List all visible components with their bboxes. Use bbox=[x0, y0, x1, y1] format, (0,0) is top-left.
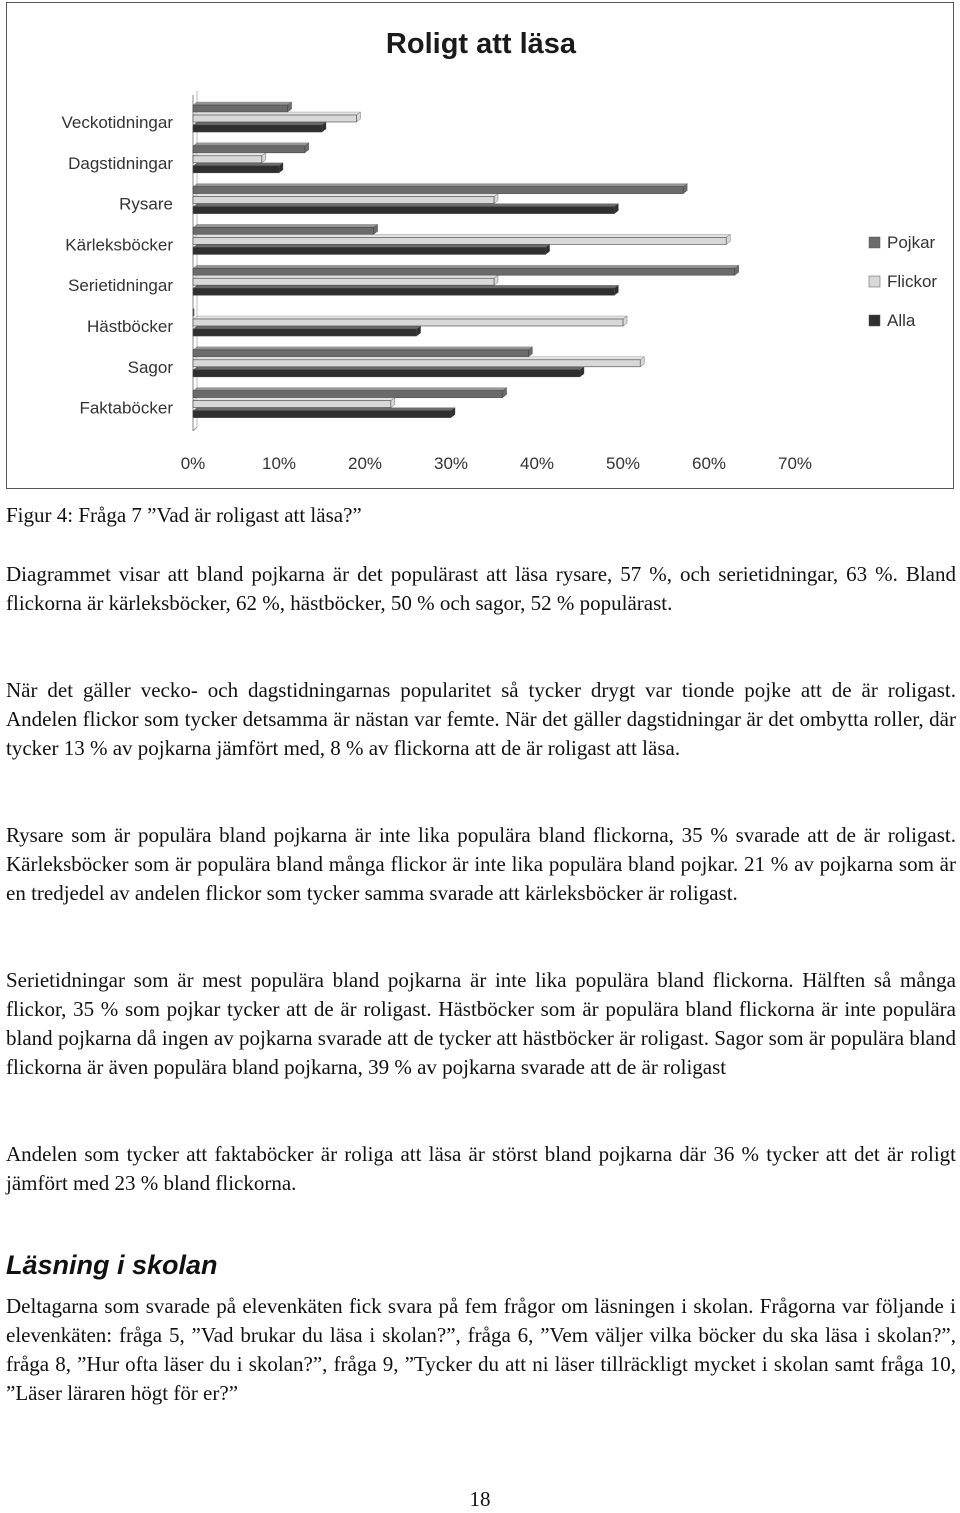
x-tick-label: 20% bbox=[347, 454, 383, 473]
bar-top bbox=[193, 194, 498, 197]
category-label: Hästböcker bbox=[87, 317, 173, 336]
bar-flickor bbox=[193, 156, 262, 163]
bar-alla bbox=[193, 166, 279, 173]
bar-alla bbox=[193, 247, 546, 254]
bar-top bbox=[193, 408, 455, 411]
legend-label: Alla bbox=[887, 311, 916, 330]
bar-alla bbox=[193, 370, 580, 377]
bar-pojkar bbox=[193, 146, 305, 153]
x-tick-label: 30% bbox=[433, 454, 469, 473]
bar-top bbox=[193, 184, 687, 187]
bar-top bbox=[193, 224, 378, 227]
bar-pojkar bbox=[193, 309, 194, 316]
bar-flickor bbox=[193, 360, 640, 367]
page-number: 18 bbox=[469, 1487, 491, 1511]
category-label: Kärleksböcker bbox=[65, 235, 173, 255]
paragraph-2: När det gäller vecko- och dagstidningarnas popularitet så tycker drygt var tionde pojke att de är roligast. Andelen flickor som tycker detsamma är nästan var femte. När det gäller dagstidningar är det ombytta roller, där tycker 13 % av pojkarna jämfört med, 8 % av flickorna att de är roligast att läsa. bbox=[6, 678, 956, 760]
bar-flickor bbox=[193, 278, 494, 285]
paragraph-1: Diagrammet visar att bland pojkarna är det populärast att läsa rysare, 57 %, och serietidningar, 63 %. Bland flickorna är kärleksböcker, 62 %, hästböcker, 50 % och sagor, 52 % populärast. bbox=[6, 562, 956, 615]
x-tick-label: 10% bbox=[261, 454, 297, 473]
legend-swatch bbox=[869, 315, 880, 326]
bar-top bbox=[193, 398, 395, 401]
bar-flickor bbox=[193, 115, 356, 122]
x-tick-label: 60% bbox=[691, 454, 727, 473]
paragraph-6: Deltagarna som svarade på elevenkäten fick svara på fem frågor om läsningen i skolan. Frågorna var följande i elevenkäten: fråga 5, ”Vad brukar du läsa i skolan?”, fråga 6, ”Vem väljer vilka böcker du ska läsa i skolan?”, fråga 8, ”Hur ofta läser du i skolan?”, fråga 9, ”Tycker du att ni läser tillräckligt mycket i skolan samt fråga 10, ”Läser läraren högt för er?” bbox=[6, 1294, 956, 1405]
legend-swatch bbox=[869, 276, 880, 287]
bar-top bbox=[193, 275, 498, 278]
bar-top bbox=[193, 143, 309, 146]
bar-pojkar bbox=[193, 350, 528, 357]
bar-alla bbox=[193, 288, 614, 295]
bar-top bbox=[193, 367, 584, 370]
bar-alla bbox=[193, 207, 614, 214]
bar-chart bbox=[7, 3, 955, 490]
bar-top bbox=[193, 347, 532, 350]
bar-pojkar bbox=[193, 227, 374, 234]
category-label: Dagstidningar bbox=[68, 153, 173, 173]
axis-floor bbox=[193, 427, 197, 431]
bar-flickor bbox=[193, 237, 726, 244]
category-label: Rysare bbox=[119, 194, 173, 214]
bar-pojkar bbox=[193, 105, 288, 112]
bar-alla bbox=[193, 329, 417, 336]
bar-pojkar bbox=[193, 391, 503, 398]
x-tick-label: 70% bbox=[777, 454, 813, 473]
paragraph-3: Rysare som är populära bland pojkarna är inte lika populära bland flickorna, 35 % svarade att de är roligast. Kärleksböcker som är populära bland många flickor är inte lika populära bland pojkar. 21 % av pojkarna som är en tredjedel av andelen flickor som tycker samma svarade att kärleksböcker är roligast. bbox=[6, 823, 956, 905]
paragraph-4: Serietidningar som är mest populära bland pojkarna är inte lika populära bland flickorna. Hälften så många flickor, 35 % som pojkar tycker att de är roligast. Hästböcker som är populära bland flickorna är inte populära bland pojkarna då ingen av pojkarna svarade att de tycker att hästböcker är roligast. Sagor som är populära bland flickorna är även populära bland pojkarna, 39 % av pojkarna svarade att de är roligast bbox=[6, 968, 956, 1079]
category-label: Sagor bbox=[127, 357, 173, 377]
category-label: Veckotidningar bbox=[61, 113, 173, 132]
bar-top bbox=[193, 326, 421, 329]
legend-label: Flickor bbox=[887, 272, 938, 291]
bar-top bbox=[193, 204, 618, 207]
category-label: Serietidningar bbox=[68, 276, 173, 296]
bar-alla bbox=[193, 125, 322, 132]
bar-top bbox=[193, 163, 283, 166]
bar-top bbox=[193, 265, 739, 268]
bar-top bbox=[193, 234, 730, 237]
bar-top bbox=[193, 357, 644, 360]
x-tick-label: 50% bbox=[605, 454, 641, 473]
bar-top bbox=[193, 316, 627, 319]
bar-top bbox=[193, 102, 292, 105]
bar-top bbox=[193, 112, 360, 115]
paragraph-5: Andelen som tycker att faktaböcker är roliga att läsa är störst bland pojkarna där 36 % tycker att det är roligt jämfört med 23 % bland flickorna. bbox=[6, 1142, 956, 1195]
bar-top bbox=[193, 388, 507, 391]
bar-pojkar bbox=[193, 187, 683, 194]
bar-top bbox=[193, 285, 618, 288]
legend-label: Pojkar bbox=[887, 233, 936, 252]
x-tick-label: 40% bbox=[519, 454, 555, 473]
bar-flickor bbox=[193, 319, 623, 326]
chart-title: Roligt att läsa bbox=[385, 28, 577, 60]
bar-top bbox=[193, 153, 266, 156]
bar-pojkar bbox=[193, 268, 735, 275]
bar-top bbox=[193, 244, 550, 247]
bar-alla bbox=[193, 411, 451, 418]
bar-top bbox=[193, 122, 326, 125]
legend-swatch bbox=[869, 237, 880, 248]
section-heading: Läsning i skolan bbox=[6, 1250, 218, 1280]
bar-flickor bbox=[193, 401, 391, 408]
bar-flickor bbox=[193, 197, 494, 204]
x-tick-label: 0% bbox=[180, 454, 206, 473]
chart-container bbox=[6, 2, 954, 489]
category-label: Faktaböcker bbox=[79, 398, 173, 418]
figure-caption: Figur 4: Fråga 7 ”Vad är roligast att läsa?” bbox=[6, 503, 362, 527]
